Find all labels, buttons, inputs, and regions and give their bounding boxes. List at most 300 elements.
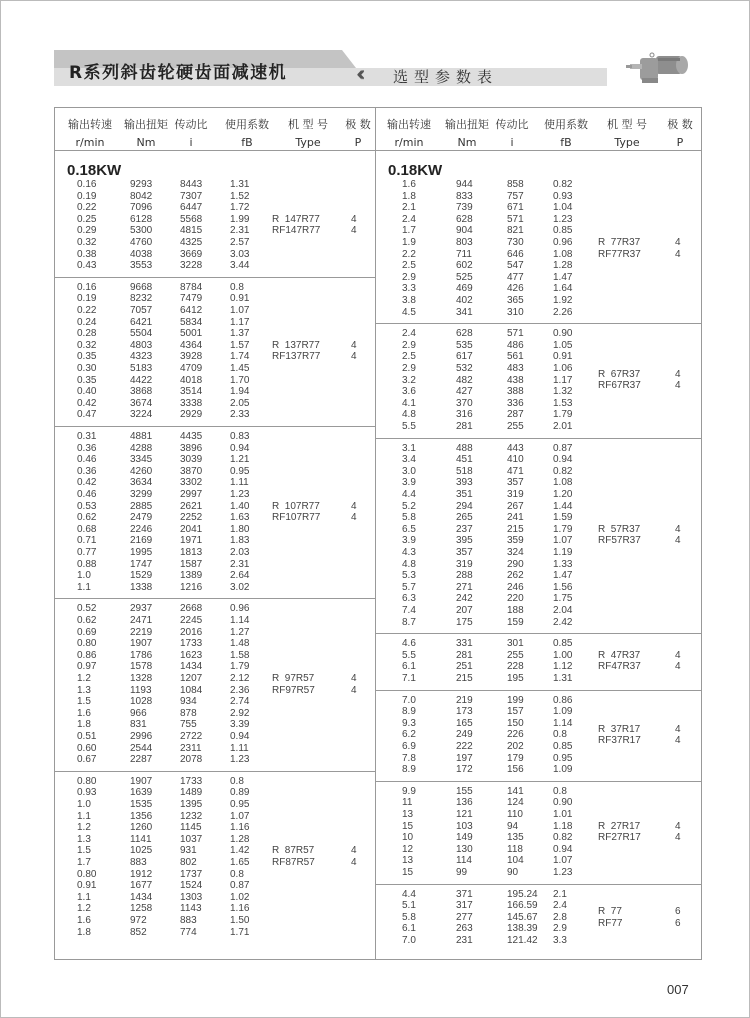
output-torque-cell: 175 [456, 616, 473, 628]
service-factor-cell: 3.3 [553, 934, 567, 946]
output-speed-cell: 0.24 [77, 316, 97, 328]
output-speed-cell: 13 [402, 808, 414, 820]
service-factor-cell: 1.09 [553, 764, 573, 776]
output-speed-cell: 2.9 [402, 362, 416, 374]
model-name: RF87R57 [272, 856, 315, 868]
output-torque-cell: 831 [130, 719, 147, 731]
model-name: R 67R37 [598, 368, 641, 380]
output-speed-cell: 0.97 [77, 661, 97, 673]
output-speed-cell: 6.9 [402, 740, 416, 752]
ratio-cell: 5834 [180, 316, 203, 328]
service-factor-cell: 2.36 [230, 684, 250, 696]
ratio-cell: 319 [507, 488, 524, 500]
table-row [55, 328, 375, 340]
pole-count: 4 [675, 237, 681, 248]
output-torque-cell: 1338 [130, 581, 153, 593]
output-torque-cell: 172 [456, 764, 473, 776]
service-factor-cell: 2.1 [553, 888, 567, 900]
service-factor-cell: 1.80 [230, 523, 250, 535]
table-row [55, 787, 375, 799]
output-speed-cell: 5.1 [402, 900, 416, 912]
output-torque-cell: 6421 [130, 316, 153, 328]
table-row [55, 282, 375, 294]
output-torque-cell: 1907 [130, 638, 153, 650]
service-factor-cell: 1.44 [553, 500, 573, 512]
model-group [55, 771, 375, 943]
output-speed-cell: 0.32 [77, 339, 97, 351]
table-row [55, 661, 375, 673]
service-factor-cell: 2.92 [230, 707, 250, 719]
output-torque-cell: 99 [456, 866, 468, 878]
service-factor-cell: 1.70 [230, 374, 250, 386]
output-speed-cell: 1.8 [77, 719, 91, 731]
output-speed-cell: 0.19 [77, 293, 97, 305]
model-type-line [598, 906, 698, 918]
service-factor-cell: 0.95 [230, 465, 250, 477]
output-torque-cell: 265 [456, 512, 473, 524]
pole-count: 4 [351, 684, 357, 696]
service-factor-cell: 1.12 [553, 661, 573, 673]
output-speed-cell: 0.93 [77, 787, 97, 799]
ratio-cell: 135 [507, 832, 524, 844]
output-torque-cell: 197 [456, 752, 473, 764]
output-torque-cell: 883 [130, 856, 147, 868]
table-row [55, 489, 375, 501]
table-row [376, 753, 701, 765]
output-speed-cell: 4.1 [402, 397, 416, 409]
model-type [272, 214, 372, 237]
table-row [55, 317, 375, 329]
output-speed-cell: 0.35 [77, 351, 97, 363]
output-speed-cell: 0.52 [77, 603, 97, 615]
service-factor-cell: 1.08 [553, 477, 573, 489]
output-torque-cell: 1677 [130, 880, 153, 892]
column-header-cn: 传动比 [174, 118, 208, 131]
table-row [55, 375, 375, 387]
model-type-line [598, 735, 698, 747]
service-factor-cell: 1.18 [553, 820, 573, 832]
output-torque-cell: 1356 [130, 810, 153, 822]
pole-count: 4 [351, 213, 357, 225]
table-row [376, 454, 701, 466]
ratio-cell: 4325 [180, 237, 203, 248]
table-row [55, 249, 375, 261]
output-speed-cell: 0.80 [77, 638, 97, 650]
service-factor-cell: 1.23 [553, 213, 573, 225]
pole-count: 4 [675, 832, 681, 844]
output-speed-cell: 1.5 [77, 696, 91, 708]
service-factor-cell: 1.45 [230, 362, 250, 374]
output-torque-cell: 173 [456, 706, 473, 718]
output-speed-cell: 11 [402, 797, 413, 809]
table-row [376, 797, 701, 809]
column-header-en: Nm [136, 136, 156, 149]
ratio-cell: 755 [180, 719, 197, 731]
column-header-cn: 输出扭矩 [124, 118, 168, 131]
service-factor-cell: 1.00 [553, 649, 573, 661]
ratio-cell: 7479 [180, 293, 203, 305]
service-factor-cell: 2.04 [553, 604, 573, 616]
service-factor-cell: 1.04 [553, 202, 573, 214]
model-name: RF77R37 [598, 248, 641, 260]
output-speed-cell: 1.1 [77, 891, 91, 903]
model-type [598, 369, 698, 392]
column-header [275, 108, 341, 149]
ratio-cell: 774 [180, 926, 197, 938]
ratio-cell: 3228 [180, 260, 203, 272]
ratio-cell: 357 [507, 477, 524, 489]
ratio-cell: 1395 [180, 798, 203, 810]
output-speed-cell: 2.9 [402, 339, 416, 351]
output-speed-cell: 1.8 [77, 926, 91, 938]
ratio-cell: 1232 [180, 810, 203, 822]
output-speed-cell: 6.3 [402, 593, 416, 605]
output-torque-cell: 319 [456, 558, 473, 570]
table-row [376, 706, 701, 718]
table-row [55, 454, 375, 466]
output-torque-cell: 288 [456, 570, 473, 582]
service-factor-cell: 2.31 [230, 558, 250, 570]
model-type-line [272, 673, 372, 685]
ratio-cell: 4815 [180, 225, 203, 237]
output-torque-cell: 2169 [130, 535, 153, 547]
ratio-cell: 166.59 [507, 900, 538, 912]
ratio-cell: 858 [507, 179, 524, 190]
pole-count: 4 [351, 856, 357, 868]
table-row [55, 869, 375, 881]
page-number: 007 [667, 982, 689, 997]
pole-count: 4 [351, 845, 357, 857]
output-torque-cell: 4260 [130, 465, 153, 477]
table-row [376, 295, 701, 307]
model-group [376, 150, 701, 324]
service-factor-cell: 2.33 [230, 409, 250, 421]
ratio-cell: 310 [507, 306, 524, 318]
output-speed-cell: 15 [402, 820, 414, 832]
ratio-cell: 438 [507, 374, 524, 386]
table-row [376, 764, 701, 776]
output-torque-cell: 2219 [130, 626, 153, 638]
output-speed-cell: 12 [402, 843, 414, 855]
model-type-line [272, 501, 372, 513]
service-factor-cell: 0.94 [230, 442, 250, 454]
ratio-cell: 388 [507, 386, 524, 398]
model-type [598, 906, 698, 929]
output-speed-cell: 0.28 [77, 328, 97, 340]
ratio-cell: 730 [507, 237, 524, 248]
service-factor-cell: 0.89 [230, 787, 250, 799]
pole-count: 4 [675, 723, 681, 735]
output-torque-cell: 4323 [130, 351, 153, 363]
output-speed-cell: 1.3 [77, 684, 91, 696]
table-row [55, 927, 375, 939]
output-speed-cell: 0.43 [77, 260, 97, 272]
ratio-cell: 3302 [180, 477, 203, 489]
service-factor-cell: 1.31 [553, 672, 573, 684]
ratio-cell: 2016 [180, 626, 203, 638]
service-factor-cell: 0.93 [553, 190, 573, 202]
column-header-cn: 机 型 号 [288, 118, 328, 131]
model-group [376, 884, 701, 952]
service-factor-cell: 1.99 [230, 213, 250, 225]
ratio-cell: 4709 [180, 362, 203, 374]
model-group [55, 598, 375, 771]
table-row [376, 340, 701, 352]
service-factor-cell: 2.03 [230, 547, 250, 558]
output-speed-cell: 3.4 [402, 454, 416, 466]
ratio-cell: 195 [507, 672, 524, 684]
ratio-cell: 1971 [180, 535, 203, 547]
service-factor-cell: 0.8 [553, 785, 567, 797]
ratio-cell: 159 [507, 616, 524, 628]
pole-count: 4 [675, 649, 681, 661]
output-torque-cell: 944 [456, 179, 473, 190]
service-factor-cell: 1.59 [553, 512, 573, 524]
output-torque-cell: 1025 [130, 845, 153, 857]
model-group [55, 426, 375, 599]
column-header [660, 108, 700, 149]
ratio-cell: 2311 [180, 742, 202, 754]
model-group [376, 633, 701, 690]
model-name: R 37R17 [598, 723, 641, 735]
ratio-cell: 1587 [180, 558, 203, 570]
ratio-cell: 1733 [180, 638, 203, 650]
output-torque-cell: 5183 [130, 362, 153, 374]
output-torque-cell: 3868 [130, 386, 153, 398]
output-speed-cell: 7.0 [402, 934, 416, 946]
output-speed-cell: 3.6 [402, 386, 416, 398]
output-speed-cell: 3.9 [402, 477, 416, 489]
service-factor-cell: 1.23 [553, 866, 573, 878]
output-speed-cell: 0.38 [77, 248, 97, 260]
ratio-cell: 267 [507, 500, 524, 512]
output-torque-cell: 8232 [130, 293, 153, 305]
table-row [55, 696, 375, 708]
output-torque-cell: 237 [456, 523, 473, 535]
service-factor-cell: 0.94 [553, 454, 573, 466]
output-torque-cell: 155 [456, 785, 473, 797]
table-row [376, 593, 701, 605]
service-factor-cell: 0.83 [230, 431, 250, 442]
output-torque-cell: 9668 [130, 281, 153, 293]
table-header-right [376, 108, 701, 151]
ratio-cell: 1037 [180, 833, 203, 845]
table-row [376, 489, 701, 501]
output-speed-cell: 4.6 [402, 638, 416, 650]
output-speed-cell: 0.69 [77, 626, 97, 638]
service-factor-cell: 1.94 [230, 386, 250, 398]
ratio-cell: 5001 [180, 328, 203, 340]
output-torque-cell: 852 [130, 926, 147, 938]
output-speed-cell: 1.3 [77, 833, 91, 845]
service-factor-cell: 1.11 [230, 477, 249, 489]
output-speed-cell: 4.4 [402, 488, 416, 500]
model-type [272, 340, 372, 363]
output-torque-cell: 351 [456, 488, 473, 500]
model-type-line [272, 214, 372, 226]
pole-count: 4 [351, 351, 357, 363]
ratio-cell: 359 [507, 535, 524, 547]
ratio-cell: 156 [507, 764, 524, 776]
table-row [376, 260, 701, 272]
output-speed-cell: 5.3 [402, 570, 416, 582]
output-speed-cell: 0.16 [77, 179, 97, 190]
column-header-en: Type [614, 136, 640, 149]
service-factor-cell: 1.40 [230, 500, 250, 512]
service-factor-cell: 1.28 [553, 260, 573, 272]
model-type-line [272, 512, 372, 524]
service-factor-cell: 1.08 [553, 248, 573, 260]
output-torque-cell: 2471 [130, 614, 153, 626]
table-row [55, 834, 375, 846]
output-speed-cell: 5.8 [402, 512, 416, 524]
service-factor-cell: 2.8 [553, 911, 567, 923]
service-factor-cell: 0.82 [553, 179, 573, 190]
column-header-en: r/min [394, 136, 424, 149]
service-factor-cell: 0.8 [230, 868, 244, 880]
output-speed-cell: 7.4 [402, 604, 416, 616]
service-factor-cell: 0.86 [553, 694, 573, 706]
table-row [55, 776, 375, 788]
output-speed-cell: 1.1 [77, 810, 91, 822]
column-header-en: i [189, 136, 193, 149]
service-factor-cell: 1.33 [553, 558, 573, 570]
table-row [376, 409, 701, 421]
ratio-cell: 215 [507, 523, 524, 535]
column-header-en: i [510, 136, 514, 149]
service-factor-cell: 0.94 [230, 730, 250, 742]
service-factor-cell: 2.74 [230, 696, 250, 708]
ratio-cell: 145.67 [507, 911, 538, 923]
output-speed-cell: 0.36 [77, 442, 97, 454]
table-row [55, 708, 375, 720]
ratio-cell: 477 [507, 271, 524, 283]
output-speed-cell: 1.1 [77, 581, 91, 593]
service-factor-cell: 1.01 [553, 808, 573, 820]
table-row [376, 443, 701, 455]
table-row [55, 409, 375, 421]
output-torque-cell: 1912 [130, 868, 153, 880]
output-speed-cell: 0.80 [77, 775, 97, 787]
output-torque-cell: 393 [456, 477, 473, 489]
output-speed-cell: 7.8 [402, 752, 416, 764]
table-row [376, 421, 701, 433]
table-row [376, 809, 701, 821]
pole-count: 4 [675, 661, 681, 673]
output-torque-cell: 165 [456, 717, 473, 729]
output-speed-cell: 0.22 [77, 304, 97, 316]
ratio-cell: 8443 [180, 179, 203, 190]
output-speed-cell: 0.42 [77, 477, 97, 489]
service-factor-cell: 2.12 [230, 672, 250, 684]
table-row [55, 822, 375, 834]
ratio-cell: 2929 [180, 409, 203, 421]
gear-motor-image [622, 48, 692, 88]
pole-count: 4 [675, 735, 681, 747]
output-speed-cell: 1.7 [77, 856, 91, 868]
ratio-cell: 4364 [180, 339, 203, 351]
table-row [376, 179, 701, 191]
pole-count: 4 [351, 339, 357, 351]
output-speed-cell: 0.29 [77, 225, 97, 237]
service-factor-cell: 1.11 [230, 742, 249, 754]
service-factor-cell: 0.96 [230, 603, 250, 615]
output-torque-cell: 518 [456, 465, 473, 477]
ratio-cell: 3039 [180, 454, 203, 466]
table-row [376, 501, 701, 513]
output-speed-cell: 3.9 [402, 535, 416, 547]
ratio-cell: 426 [507, 283, 524, 295]
table-row [55, 535, 375, 547]
output-speed-cell: 4.8 [402, 558, 416, 570]
service-factor-cell: 2.26 [553, 306, 573, 318]
output-torque-cell: 617 [456, 351, 473, 363]
ratio-cell: 3669 [180, 248, 203, 260]
model-group [376, 438, 701, 635]
ratio-cell: 802 [180, 856, 197, 868]
output-speed-cell: 0.22 [77, 202, 97, 214]
service-factor-cell: 1.63 [230, 512, 250, 524]
ratio-cell: 199 [507, 694, 524, 706]
model-type [272, 501, 372, 524]
output-speed-cell: 0.80 [77, 868, 97, 880]
pole-count: 4 [675, 820, 681, 832]
ratio-cell: 8784 [180, 281, 203, 293]
right-table-half [376, 108, 701, 959]
service-factor-cell: 1.83 [230, 535, 250, 547]
ratio-cell: 671 [507, 202, 524, 214]
service-factor-cell: 1.57 [230, 339, 250, 351]
output-speed-cell: 8.9 [402, 706, 416, 718]
ratio-cell: 3514 [180, 386, 203, 398]
model-name: R 57R37 [598, 523, 641, 535]
model-name: R 77 [598, 905, 622, 917]
model-name: RF107R77 [272, 512, 321, 524]
ratio-cell: 2668 [180, 603, 203, 615]
selection-table [54, 107, 702, 960]
output-torque-cell: 1434 [130, 891, 153, 903]
output-torque-cell: 136 [456, 797, 473, 809]
model-name: RF47R37 [598, 661, 641, 673]
output-speed-cell: 9.3 [402, 717, 416, 729]
model-type-line [598, 524, 698, 536]
ratio-cell: 561 [507, 351, 524, 363]
table-row [55, 754, 375, 766]
output-torque-cell: 103 [456, 820, 473, 832]
service-factor-cell: 1.16 [230, 822, 250, 834]
service-factor-cell: 0.85 [553, 225, 573, 237]
table-row [55, 431, 375, 443]
model-name: RF57R37 [598, 535, 641, 547]
output-speed-cell: 0.67 [77, 754, 97, 766]
ratio-cell: 1489 [180, 787, 203, 799]
output-torque-cell: 628 [456, 213, 473, 225]
output-speed-cell: 0.30 [77, 362, 97, 374]
table-row [55, 582, 375, 594]
output-speed-cell: 0.62 [77, 614, 97, 626]
output-torque-cell: 966 [130, 707, 147, 719]
table-row [376, 477, 701, 489]
ratio-cell: 262 [507, 570, 524, 582]
service-factor-cell: 1.02 [230, 891, 250, 903]
service-factor-cell: 0.8 [230, 775, 244, 787]
table-row [376, 786, 701, 798]
output-speed-cell: 4.3 [402, 546, 416, 558]
table-row [55, 191, 375, 203]
table-row [376, 307, 701, 319]
service-factor-cell: 1.23 [230, 489, 250, 500]
table-row [376, 889, 701, 901]
